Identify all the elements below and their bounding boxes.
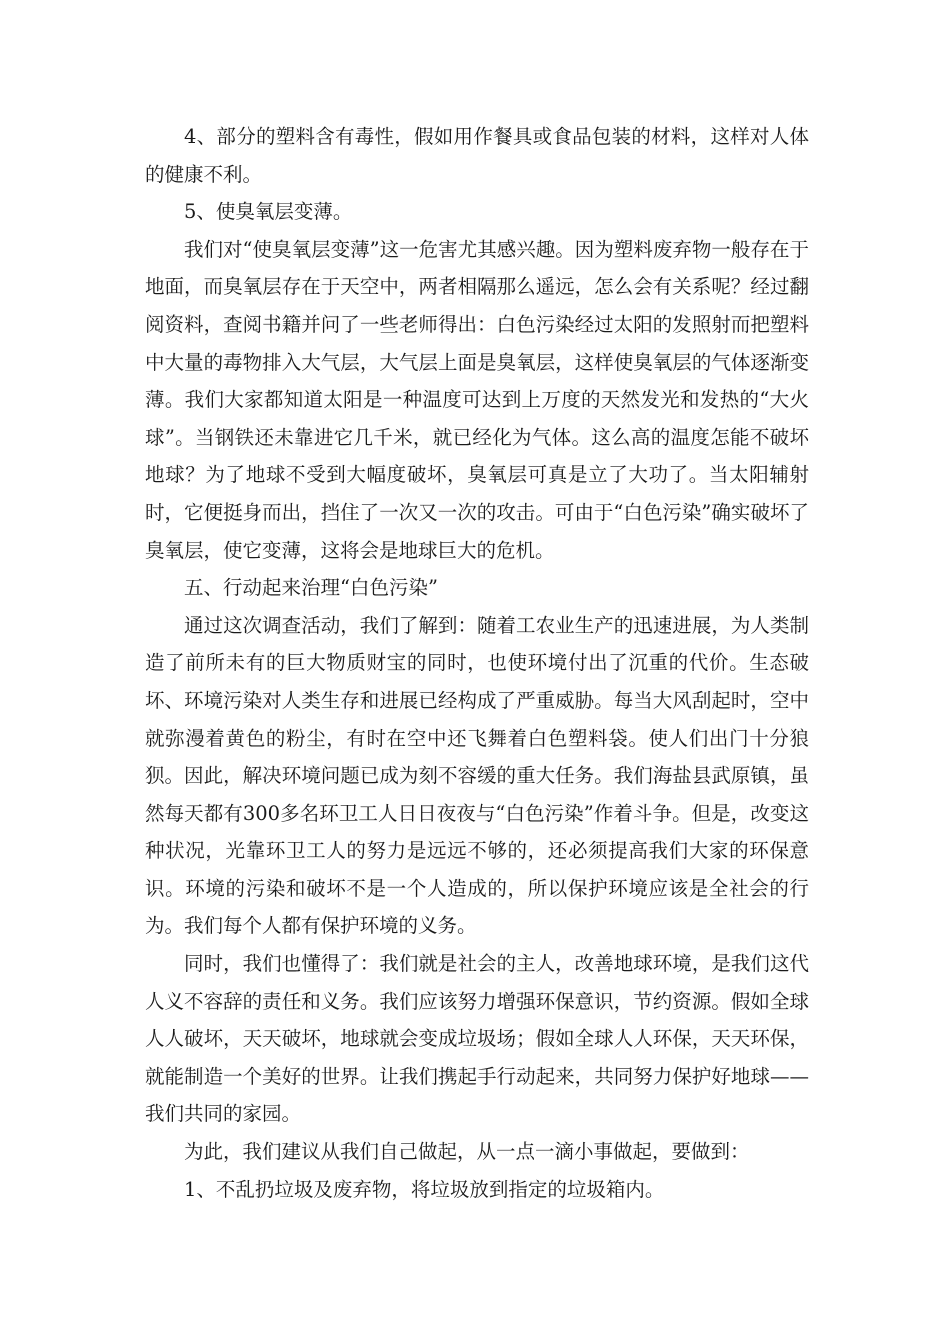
paragraph-responsibility: 同时，我们也懂得了：我们就是社会的主人，改善地球环境，是我们这代人义不容辞的责任和义务。我们应该努力增强环保意识，节约资源。假如全球人人破坏，天天破坏，地球就会变成垃圾场；假如全球人人环保，天天环保，就能制造一个美好的世界。让我们携起手行动起来，共同努力保护好地球——我们共同的家园。 — [145, 952, 809, 1126]
paragraph-harm-4-toxicity: 4、部分的塑料含有毒性，假如用作餐具或食品包装的材料，这样对人体的健康不利。 — [145, 125, 809, 186]
paragraph-survey-findings: 通过这次调查活动，我们了解到：随着工农业生产的迅速进展，为人类制造了前所未有的巨大物质财宝的同时，也使环境付出了沉重的代价。生态破坏、环境污染对人类生存和进展已经构成了严重威胁。每当大风刮起时，空中就弥漫着黄色的粉尘，有时在空中还飞舞着白色塑料袋。使人们出门十分狼狈。因此，解决环境问题已成为刻不容缓的重大任务。我们海盐县武原镇，虽然每天都有300多名环卫工人日日夜夜与“白色污染”作着斗争。但是，改变这种状况，光靠环卫工人的努力是远远不够的，还必须提高我们大家的环保意识。环境的污染和破坏不是一个人造成的，所以保护环境应该是全社会的行为。我们每个人都有保护环境的义务。 — [145, 613, 809, 938]
document-body — [145, 118, 809, 1208]
paragraph-suggestion-intro: 为此，我们建议从我们自己做起，从一点一滴小事做起，要做到： — [184, 1140, 750, 1164]
section-heading-five: 五、行动起来治理“白色污染” — [184, 576, 438, 600]
paragraph-ozone-discussion: 我们对“使臭氧层变薄”这一危害尤其感兴趣。因为塑料废弃物一般存在于地面，而臭氧层存在于天空中，两者相隔那么遥远，怎么会有关系呢？经过翻阅资料，查阅书籍并问了一些老师得出：白色污染经过太阳的发照射而把塑料中大量的毒物排入大气层，大气层上面是臭氧层，这样使臭氧层的气体逐渐变薄。我们大家都知道太阳是一种温度可达到上万度的天然发光和发热的“大火球”。当钢铁还未靠进它几千米，就已经化为气体。这么高的温度怎能不破坏地球？为了地球不受到大幅度破坏，臭氧层可真是立了大功了。当太阳辅射时，它便挺身而出，挡住了一次又一次的攻击。可由于“白色污染”确实破坏了臭氧层，使它变薄，这将会是地球巨大的危机。 — [145, 237, 809, 562]
paragraph-suggestion-1: 1、不乱扔垃圾及废弃物，将垃圾放到指定的垃圾箱内。 — [184, 1177, 665, 1201]
paragraph-harm-5-heading: 5、使臭氧层变薄。 — [184, 200, 353, 224]
